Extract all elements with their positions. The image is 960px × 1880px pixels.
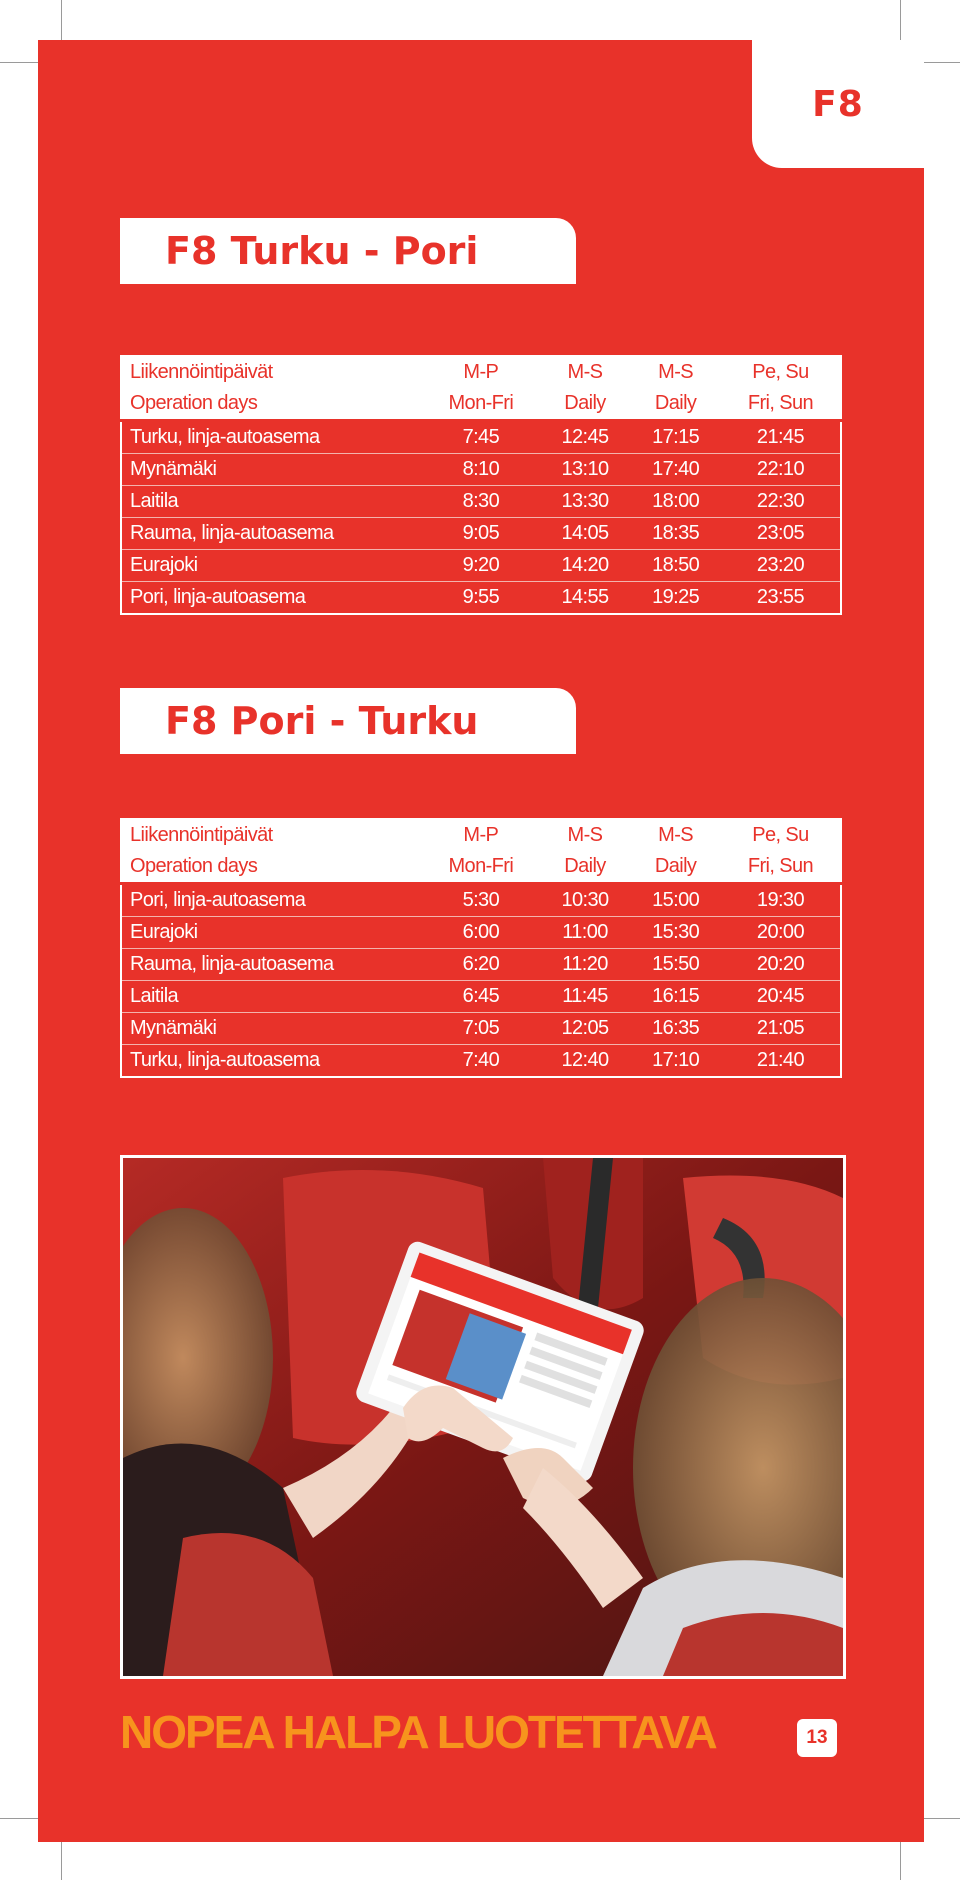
table-header-row	[121, 356, 841, 388]
page-number: 13	[797, 1719, 837, 1757]
departure-time: 23:20	[721, 550, 841, 582]
subheader-cell: Fri, Sun	[721, 851, 841, 884]
stop-name: Laitila	[121, 981, 422, 1013]
crop-mark	[61, 0, 62, 40]
departure-time: 17:40	[630, 454, 721, 486]
crop-mark	[924, 62, 960, 63]
departure-time: 9:05	[422, 518, 540, 550]
departure-time: 6:20	[422, 949, 540, 981]
departure-time: 22:30	[721, 486, 841, 518]
stop-name: Mynämäki	[121, 1013, 422, 1045]
departure-time: 16:15	[630, 981, 721, 1013]
departure-time: 10:30	[540, 884, 631, 917]
crop-mark	[0, 1818, 38, 1819]
header-cell: M-S	[630, 356, 721, 388]
stop-name: Eurajoki	[121, 917, 422, 949]
departure-time: 23:55	[756, 586, 804, 608]
departure-time: 13:30	[540, 486, 631, 518]
departure-time: 9:20	[422, 550, 540, 582]
departure-time: 8:30	[422, 486, 540, 518]
departure-time: 21:05	[721, 1013, 841, 1045]
table-row	[121, 582, 841, 615]
table-subheader-row	[121, 388, 841, 421]
departure-time: 11:00	[540, 917, 631, 949]
departure-time: 18:00	[630, 486, 721, 518]
section-title: F8 Turku - Pori	[165, 229, 479, 273]
header-cell: M-S	[540, 356, 631, 388]
crop-mark	[0, 62, 38, 63]
subheader-cell: Mon-Fri	[422, 851, 540, 884]
subheader-cell: Operation days	[121, 388, 422, 421]
crop-mark	[924, 1818, 960, 1819]
departure-time: 21:45	[721, 421, 841, 454]
stop-name: Laitila	[121, 486, 422, 518]
departure-time: 14:05	[540, 518, 631, 550]
footer-slogan: NOPEA HALPA LUOTETTAVA	[120, 1706, 716, 1758]
subheader-cell: Fri, Sun	[721, 388, 841, 421]
stop-name: Pori, linja-autoasema	[130, 586, 306, 608]
header-cell: Pe, Su	[721, 356, 841, 388]
photo-icon	[123, 1158, 843, 1676]
departure-time: 20:45	[721, 981, 841, 1013]
timetable-turku-pori	[120, 355, 842, 615]
subheader-cell: Daily	[630, 851, 721, 884]
stop-name: Mynämäki	[121, 454, 422, 486]
stop-name: Rauma, linja-autoasema	[121, 518, 422, 550]
departure-time: 15:50	[630, 949, 721, 981]
table-row	[121, 518, 841, 550]
stop-name: Rauma, linja-autoasema	[121, 949, 422, 981]
header-cell: M-S	[540, 819, 631, 851]
header-cell: M-S	[630, 819, 721, 851]
departure-time: 6:00	[422, 917, 540, 949]
crop-mark	[61, 1842, 62, 1880]
departure-time: 12:45	[540, 421, 631, 454]
departure-time: 14:20	[540, 550, 631, 582]
departure-time: 21:40	[756, 1049, 804, 1071]
crop-mark	[900, 1842, 901, 1880]
subheader-cell: Daily	[540, 851, 631, 884]
departure-time: 5:30	[422, 884, 540, 917]
departure-time: 12:05	[540, 1013, 631, 1045]
departure-time: 18:50	[630, 550, 721, 582]
departure-time: 12:40	[561, 1049, 609, 1071]
section-title: F8 Pori - Turku	[165, 699, 479, 743]
departure-time: 22:10	[721, 454, 841, 486]
stop-name: Turku, linja-autoasema	[130, 1049, 320, 1071]
departure-time: 17:10	[652, 1049, 700, 1071]
header-cell: Liikennöintipäivät	[121, 356, 422, 388]
departure-time: 8:10	[422, 454, 540, 486]
departure-time: 19:30	[721, 884, 841, 917]
departure-time: 13:10	[540, 454, 631, 486]
departure-time: 17:15	[630, 421, 721, 454]
departure-time: 14:55	[561, 586, 609, 608]
departure-time: 19:25	[652, 586, 700, 608]
departure-time: 7:45	[422, 421, 540, 454]
table-row	[121, 486, 841, 518]
departure-time: 11:45	[540, 981, 631, 1013]
table-row	[121, 1045, 841, 1078]
departure-time: 15:00	[630, 884, 721, 917]
departure-time: 20:20	[721, 949, 841, 981]
table-row	[121, 1013, 841, 1045]
table-subheader-row	[121, 851, 841, 884]
header-cell: Pe, Su	[721, 819, 841, 851]
section-title-banner	[120, 218, 576, 284]
timetable-pori-turku	[120, 818, 842, 1078]
departure-time: 16:35	[630, 1013, 721, 1045]
departure-time: 7:05	[422, 1013, 540, 1045]
subheader-cell: Daily	[630, 388, 721, 421]
table-row	[121, 981, 841, 1013]
table-header-row	[121, 819, 841, 851]
subheader-cell: Operation days	[121, 851, 422, 884]
table-row	[121, 884, 841, 917]
stop-name: Eurajoki	[121, 550, 422, 582]
table-row	[121, 454, 841, 486]
section-title-banner	[120, 688, 576, 754]
departure-time: 6:45	[422, 981, 540, 1013]
table-row	[121, 550, 841, 582]
header-cell: M-P	[422, 819, 540, 851]
header-cell: Liikennöintipäivät	[121, 819, 422, 851]
route-tab	[752, 40, 924, 168]
header-cell: M-P	[422, 356, 540, 388]
departure-time: 23:05	[721, 518, 841, 550]
departure-time: 7:40	[462, 1049, 500, 1071]
crop-mark	[900, 0, 901, 40]
stop-name: Pori, linja-autoasema	[121, 884, 422, 917]
departure-time: 18:35	[630, 518, 721, 550]
table-row	[121, 949, 841, 981]
subheader-cell: Daily	[540, 388, 631, 421]
photo-tablet-passenger	[120, 1155, 846, 1679]
table-row	[121, 917, 841, 949]
departure-time: 11:20	[540, 949, 631, 981]
subheader-cell: Mon-Fri	[422, 388, 540, 421]
departure-time: 20:00	[721, 917, 841, 949]
departure-time: 9:55	[462, 586, 500, 608]
table-row	[121, 421, 841, 454]
stop-name: Turku, linja-autoasema	[121, 421, 422, 454]
route-tab-label: F8	[812, 83, 864, 125]
departure-time: 15:30	[630, 917, 721, 949]
